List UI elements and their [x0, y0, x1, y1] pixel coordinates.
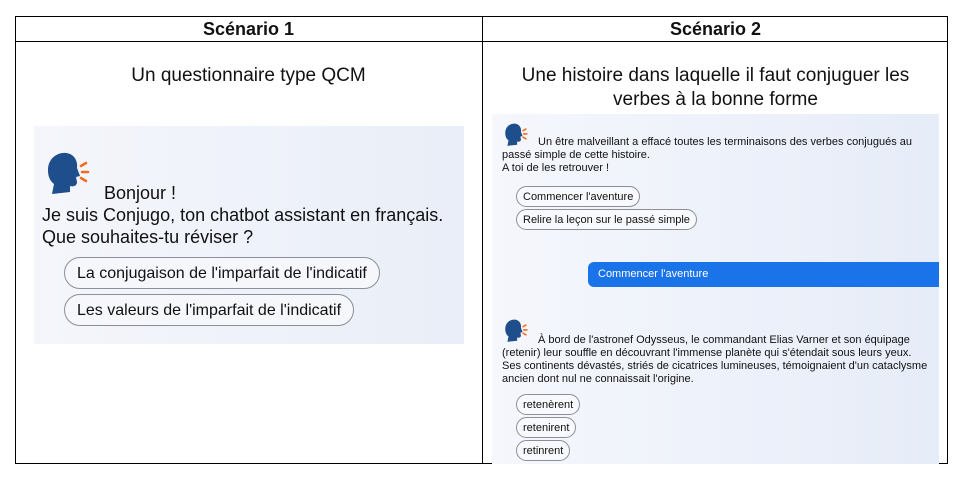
bot-question-line: Que souhaites-tu réviser ?: [42, 227, 254, 247]
start-adventure-button[interactable]: Commencer l'aventure: [516, 186, 640, 207]
bot-intro-message: [502, 136, 927, 175]
bot-message: [42, 182, 443, 248]
bot-intro-line: Je suis Conjugo, ton chatbot assistant en français.: [42, 205, 444, 225]
bot-greeting: Bonjour !: [104, 183, 177, 203]
bot-intro-line2: passé simple de cette histoire.: [502, 149, 650, 161]
scenario-2-subtitle-line2: verbes à la bonne forme: [613, 89, 818, 110]
header-scenario-2: Scénario 2: [669, 19, 762, 39]
header-scenario-1: Scénario 1: [202, 19, 295, 39]
answer-retinrent-button[interactable]: retinrent: [516, 440, 570, 461]
story-line3: Ses continents dévastés, striés de cicatrices lumineuses, témoignaient d'un cataclysme: [502, 360, 928, 372]
option-imparfait-valeurs-button[interactable]: Les valeurs de l'imparfait de l'indicatif: [64, 294, 354, 326]
scenario-1-chat-panel: [34, 126, 464, 344]
scenario-1-subtitle: Un questionnaire type QCM: [131, 65, 366, 86]
bot-intro-line3: A toi de les retrouver !: [502, 162, 609, 174]
story-line4: ancien dont nul ne connaissait l'origine.: [502, 373, 694, 385]
bot-intro-line1: Un être malveillant a effacé toutes les terminaisons des verbes conjugués au: [538, 136, 913, 148]
user-reply-bubble: Commencer l'aventure: [588, 262, 939, 287]
scenario-2-chat-panel: [492, 114, 939, 464]
story-message: [502, 334, 932, 386]
story-line2: (retenir) leur souffle en découvrant l'immense planète qui s'étendait sous leurs yeux.: [502, 347, 912, 359]
answer-retenirent-button[interactable]: retenirent: [516, 417, 576, 438]
option-imparfait-conjugaison-button[interactable]: La conjugaison de l'imparfait de l'indicatif: [64, 257, 380, 289]
review-lesson-button[interactable]: Relire la leçon sur le passé simple: [516, 209, 697, 230]
scenario-2-subtitle-line1: Une histoire dans laquelle il faut conjuguer les: [521, 65, 910, 86]
answer-retenerent-button[interactable]: retenèrent: [516, 394, 580, 415]
scenario-2-subtitle: [483, 64, 948, 112]
story-line1: À bord de l'astronef Odysseus, le commandant Elias Varner et son équipage: [538, 334, 910, 346]
